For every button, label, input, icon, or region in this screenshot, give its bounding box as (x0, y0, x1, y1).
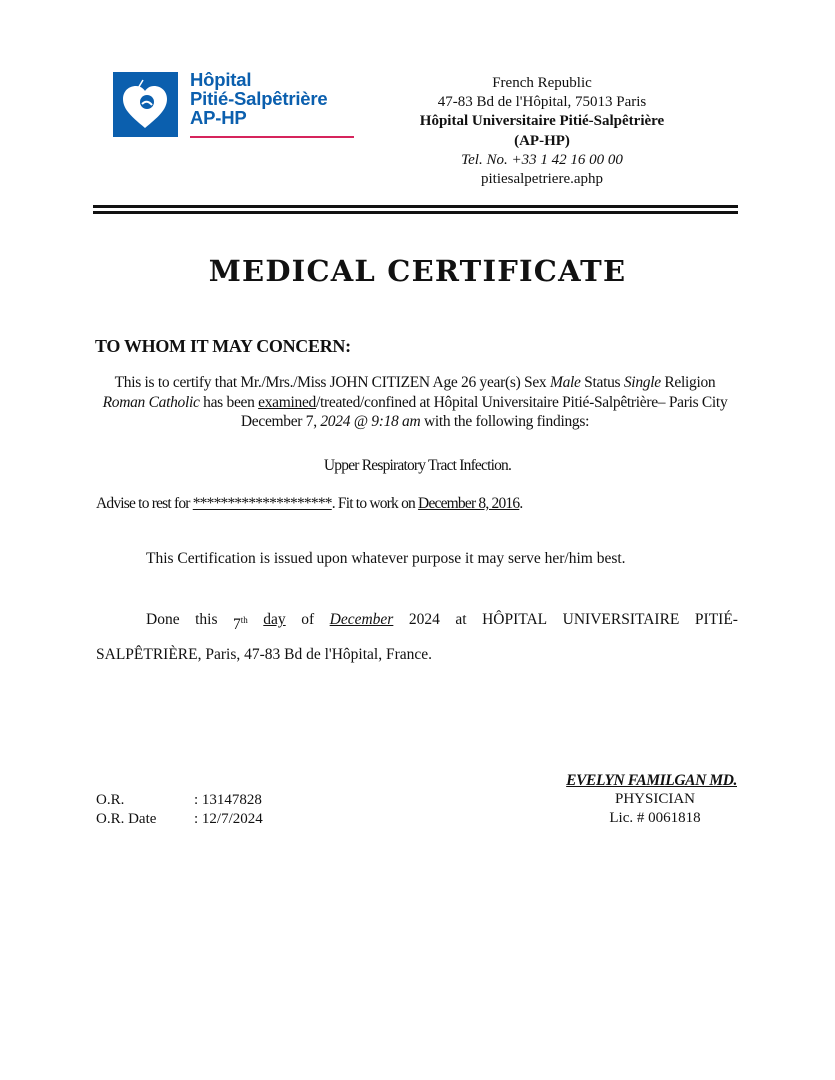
issuance-statement (96, 605, 738, 670)
document-title: MEDICAL CERTIFICATE (208, 254, 627, 288)
text: has been (199, 393, 259, 411)
text: with the following findings: (420, 413, 590, 430)
exam-datetime: 2024 @ 9:18 am (320, 413, 421, 430)
purpose-statement: This Certification is issued upon whatever purpose it may serve her/him best. (146, 550, 626, 567)
fit-to-work-date: December 8, 2016 (418, 495, 520, 512)
hospital-abbr: (AP-HP) (514, 132, 570, 149)
text: . Fit to work on (331, 495, 419, 512)
issue-month: December (329, 611, 394, 628)
text: Status (580, 374, 624, 391)
rest-duration: ******************** (192, 495, 332, 512)
text: PITIÉ- (694, 611, 738, 628)
salutation: TO WHOM IT MAY CONCERN: (95, 336, 351, 356)
issue-year: 2024 (408, 611, 440, 628)
day-number (233, 605, 248, 640)
text: of (301, 611, 315, 628)
physician-name: EVELYN FAMILGAN MD. (566, 772, 737, 789)
patient-status: Single (623, 374, 661, 391)
header-divider-bottom (93, 211, 738, 214)
text: Advise to rest for (96, 495, 193, 512)
issue-location: SALPÊTRIÈRE, Paris, 47-83 Bd de l'Hôpital, France. (96, 646, 433, 664)
telephone: Tel. No. +33 1 42 16 00 00 (461, 151, 623, 168)
hospital-contact-block (400, 74, 684, 189)
physician-license: Lic. # 0061818 (609, 810, 701, 826)
address: 47-83 Bd de l'Hôpital, 75013 Paris (437, 94, 647, 111)
patient-sex: Male (549, 374, 581, 391)
logo-line: Hôpital (190, 69, 252, 90)
header-divider-top (93, 205, 738, 208)
rest-advice (96, 495, 522, 513)
or-date-label: O.R. Date (96, 811, 157, 827)
text: 7 (233, 616, 241, 634)
diagnosis-findings: Upper Respiratory Tract Infection. (323, 457, 512, 474)
text: Done (146, 611, 180, 628)
hospital-logo-text (190, 70, 327, 127)
ordinal-suffix: th (240, 615, 248, 625)
hospital-name: Hôpital Universitaire Pitié-Salpêtrière (419, 113, 665, 130)
text: at (455, 611, 467, 628)
logo-line: AP-HP (190, 107, 247, 128)
physician-title: PHYSICIAN (614, 791, 695, 807)
country: French Republic (492, 75, 592, 91)
text: /treated/confined at Hôpital Universitaire Pitié-Salpêtrière– Paris City December 7, (240, 393, 728, 430)
text: . (519, 495, 523, 512)
patient-religion: Roman Catholic (102, 393, 200, 411)
website: pitiesalpetriere.aphp (480, 171, 604, 188)
physician-block (560, 790, 750, 828)
official-receipt (96, 791, 263, 829)
text: day (263, 611, 286, 628)
hospital-logo-icon (113, 72, 178, 137)
text: HÔPITAL (482, 611, 548, 628)
text: UNIVERSITAIRE (562, 611, 680, 628)
certification-paragraph (100, 373, 730, 432)
logo-underline (190, 136, 354, 138)
examined-text: examined (258, 393, 316, 411)
or-date-value: : 12/7/2024 (194, 811, 263, 827)
text: This is to certify that Mr./Mrs./Miss JOHN CITIZEN Age 26 year(s) Sex (114, 374, 550, 391)
text: this (195, 611, 218, 628)
text: Religion (660, 374, 716, 391)
logo-line: Pitié-Salpêtrière (190, 88, 328, 109)
or-number-label: O.R. (96, 792, 125, 808)
or-number-value: : 13147828 (194, 792, 262, 808)
